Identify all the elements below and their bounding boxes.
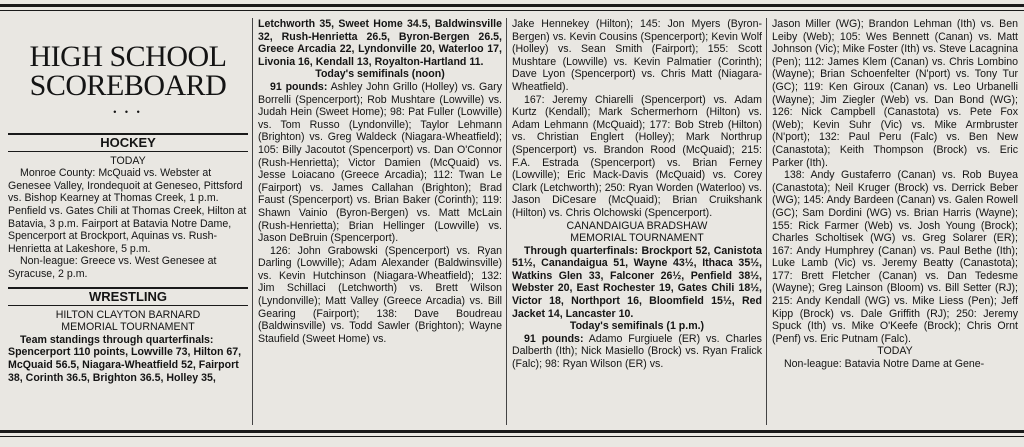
- hockey-nonleague: Non-league: Greece vs. West Genesee at Syracuse, 2 p.m.: [8, 255, 217, 280]
- hilton-tourney-subtitle: MEMORIAL TOURNAMENT: [61, 321, 195, 334]
- hilton-semis-part1: 91 pounds: Ashley John Grillo (Holley) vs. Gary Borrelli (Spencerport); Rob Mushtare (Lowville) vs. Judah Hein (Sweet Home); 98: Pat Fuller (Lowville) vs. Tom Russo (Lyndonville); Taylor Lehmann (Brighton) vs. Greg Waldeck (Niagara-Wheatfield); 105: Billy Jacoutot (Spencerport) vs. Dan O'Connor (Rush-Henrietta); Victor Damien (McQuaid) vs. Jesse Loiacano (Greece Arcadia); 112: Twan Le (Fairport) vs. James Callahan (Brighton); Brad Faust (Spencerport) vs. Brian Baker (Corinth); 119: Shawn Vainio (Byron-Bergen) vs. Matt McLain (Rush-Henrietta); Brian Hellinger (Lowville) vs. Jason DeBruin (Spencerport).: [258, 80, 502, 245]
- hockey-heading: HOCKEY: [8, 133, 248, 152]
- canandaigua-tourney-name: CANANDAIGUA BRADSHAW: [566, 219, 708, 232]
- canandaigua-semis-part1: 91 pounds: Adamo Furgiuele (ER) vs. Charles Dalberth (Ith); Nick Masiello (Brock) vs. Ryan Fralick (Falc); 98: Ryan Wilson (ER) vs.: [512, 332, 762, 371]
- column-4: [772, 18, 1018, 425]
- today-heading: TODAY: [877, 345, 913, 358]
- wrestling-heading: WRESTLING: [8, 287, 248, 306]
- hilton-tourney-name: HILTON CLAYTON BARNARD: [55, 308, 201, 321]
- canandaigua-semis-part2: Jason Miller (WG); Brandon Lehman (Ith) vs. Ben Leiby (Web); 105: Wes Bennett (Canan) vs. Matt Johnson (Vic); Mike Foster (Ith) vs. Steve Lacagnina (Pen); 112: James Klem (Canan) vs. Chris Lombino (Wayne); Brian Schoenfelter (N'port) vs. Tony Tur (GC); 119: Ken Giroux (Canan) vs. Leo Urbanelli (Wayne); Jim Ziegler (Web) vs. Dan Bond (WG); 126: Nick Campbell (Canastota) vs. Pete Fox (Web); Kevin Suhr (Vic) vs. Mike Armbruster (N'port); 132: Paul Peru (Falc) vs. Ben New (Canastota); Keith Thompson (Brock) vs. Eric Parker (Ith).: [772, 18, 1018, 169]
- column-3: [512, 18, 762, 425]
- hockey-today: TODAY: [110, 154, 146, 167]
- hilton-standings-continued: Letchworth 35, Sweet Home 34.5, Baldwinsville 32, Rush-Henrietta 26.5, Byron-Bergen 26.5, Greece Arcadia 22, Lyndonville 20, Waterloo 17, Livonia 16, Kendall 13, Royalton-Hartland 11.: [258, 18, 502, 68]
- column-divider: [766, 18, 767, 425]
- column-1: [8, 18, 248, 425]
- canandaigua-tourney-subtitle: MEMORIAL TOURNAMENT: [570, 232, 704, 245]
- hilton-semis-part3: Jake Hennekey (Hilton); 145: Jon Myers (Byron-Bergen) vs. Kevin Cousins (Spencerport); Kevin Wolf (Holley) vs. Sean Smith (Fairport); 155: Scott Mushtare (Lowville) vs. Kevin Palmatier (Corinth); Dave Lyon (Spencerport) vs. Chris Matt (Niagara-Wheatfield).: [512, 18, 762, 93]
- masthead-title: HIGH SCHOOL SCOREBOARD: [29, 40, 227, 102]
- hilton-semis-part2: 126: John Grabowski (Spencerport) vs. Ryan Darling (Lowville); Adam Alexander (Baldwinsville) vs. Kevin Hutchinson (Niagara-Wheatfield); 132: Jim Schillaci (Letchworth) vs. Brett Wilson (Lyndonville); Matt Valley (Greece Arcadia) vs. Bill Gearing (Fairport); 138: Dave Boudreau (Baldwinsville) vs. Todd Sawler (Brighton); Wayne Staufield (Sweet Home) vs.: [258, 244, 502, 345]
- weight-class-label: 91 pounds:: [524, 332, 584, 345]
- top-rule-thin: [0, 10, 1024, 11]
- masthead-stars: • • •: [113, 107, 143, 117]
- hilton-standings: Team standings through quarterfinals: Spencerport 110 points, Lowville 73, Hilton 67, McQuaid 56.5, Niagara-Wheatfield 52, Fairport 38, Corinth 36.5, Brighton 36.5, Holley 35,: [8, 333, 242, 384]
- column-divider: [506, 18, 507, 425]
- hilton-semis-part4: 167: Jeremy Chiarelli (Spencerport) vs. Adam Kurtz (Kendall); Mark Schermerhorn (Hilton) vs. Adam Lehmann (McQuaid); 177: Bob Streb (Hilton) vs. Christian Englert (Holley); Mark Northrup (Spencerport) vs. Brandon Rood (McQuaid); 215: F.A. Estrada (Spencerport) vs. Brian Ferney (Lowville); Eric Mack-Davis (McQuaid) vs. Corey Clark (Letchworth); 250: Ryan Worden (Waterloo) vs. Jason DiCesare (McQuaid); Brian Cruikshank (Hilton) vs. Chris Olchowski (Spencerport).: [512, 93, 762, 219]
- hockey-schedule: Monroe County: McQuaid vs. Webster at Genesee Valley, Irondequoit at Geneseo, Pittsford vs. Bishop Kearney at Thomas Creek, 1 p.m. Penfield vs. Gates Chili at Thomas Creek, Hilton at Batavia, 3 p.m. Fairport at Batavia Notre Dame, Spencerport at Brockport, Aquinas vs. Rush-Henrietta at Lakeshore, 5 p.m.: [8, 167, 247, 255]
- top-rule: [0, 4, 1024, 7]
- bottom-rule-thin: [0, 436, 1024, 437]
- weight-class-label: 91 pounds:: [270, 80, 328, 93]
- bottom-rule: [0, 430, 1024, 433]
- hilton-semis-heading: Today's semifinals (noon): [315, 68, 445, 81]
- column-2: [258, 18, 502, 425]
- canandaigua-semis-part3: 138: Andy Gustaferro (Canan) vs. Rob Buyea (Canastota); Neil Kruger (Brock) vs. Derrick Beber (WG); 145: Andy Bardeen (Canan) vs. Galen Rowell (GC); Sam Dordini (WG) vs. Brian Harris (Wayne); 155: Rick Farmer (Web) vs. Josh Young (Brock); Charles Scholtisek (WG) vs. Greg Solarer (ER); 167: Andy Humphrey (Canan) vs. Paul Bethe (Ith); Luke Lamb (Vic) vs. Jeremy Beatty (Canastota); 177: Brett Fletcher (Canan) vs. Dan Tedesme (Wayne); Greg Lainson (Bloom) vs. Bill Setter (RJ); 215: Andy Kendall (WG) vs. Mike Liess (Pen); Jeff Kipp (Brock) vs. Dale Griffith (RJ); 250: Jeremy Spuck (Ith) vs. Mike O'Keefe (Brock); Chris Ornt (Penf) vs. Eric Putnam (Falc).: [772, 169, 1018, 345]
- canandaigua-quarterfinals: Through quarterfinals: Brockport 52, Canistota 51½, Canandaigua 51, Wayne 43½, Ithaca 35½, Watkins Glen 33, Falconer 26½, Penfield 38½, Webster 20, East Rochester 19, Gates Chili 18½, Victor 18, Northport 16, Bloomfield 15½, Red Jacket 14, Lancaster 10.: [512, 244, 762, 320]
- column-divider: [252, 18, 253, 425]
- canandaigua-semis-heading: Today's semifinals (1 p.m.): [569, 320, 705, 333]
- nonleague-listing: Non-league: Batavia Notre Dame at Gene-: [784, 358, 985, 371]
